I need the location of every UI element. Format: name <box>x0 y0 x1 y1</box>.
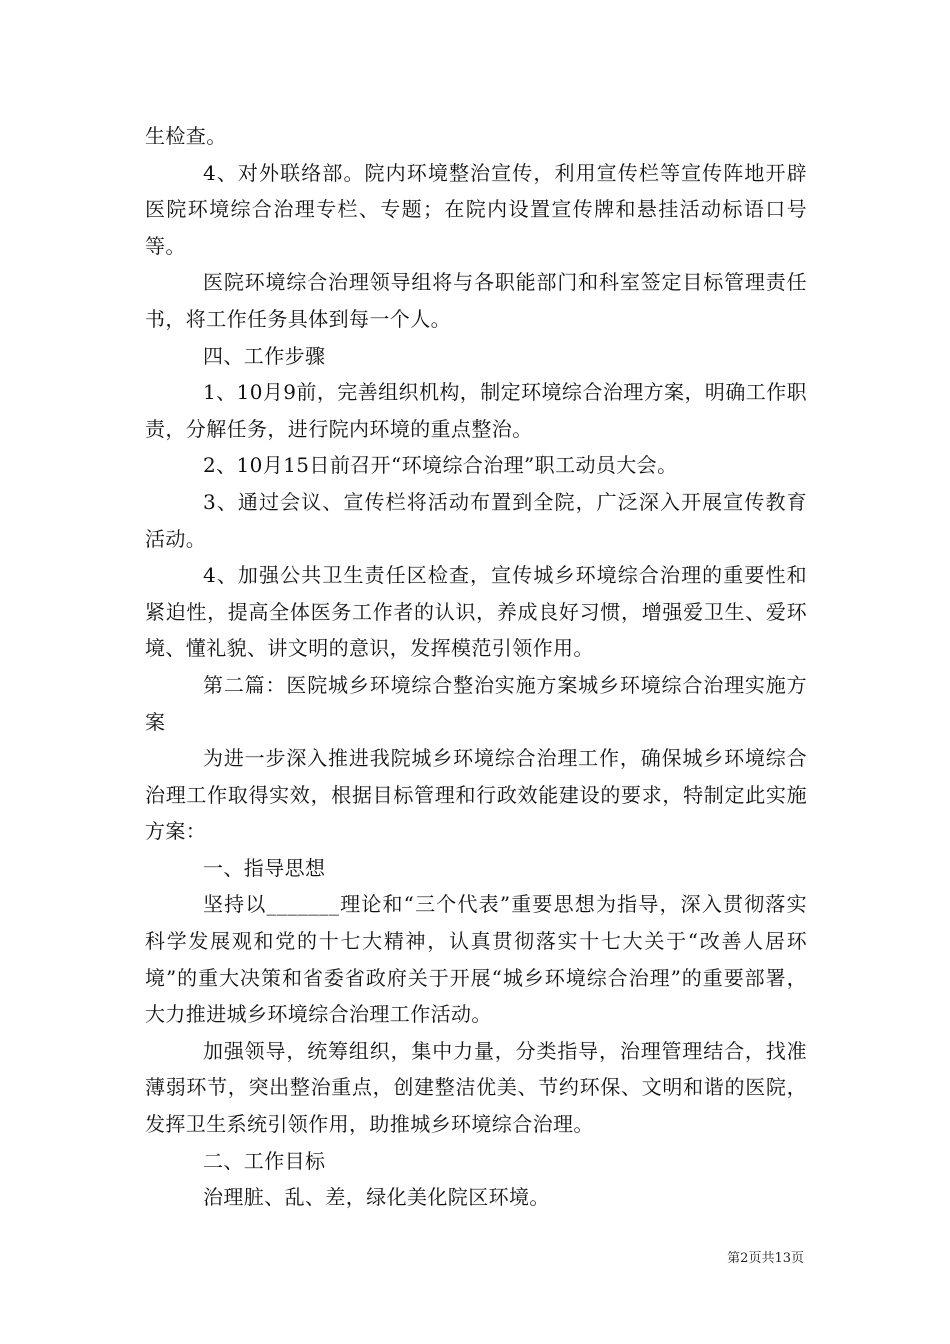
document-body <box>145 118 807 1216</box>
paragraph: 3、通过会议、宣传栏将活动布置到全院，广泛深入开展宣传教育活动。 <box>145 489 807 551</box>
paragraph: 治理脏、乱、差，绿化美化院区环境。 <box>203 1185 550 1210</box>
paragraph: 4、加强公共卫生责任区检查，宣传城乡环境综合治理的重要性和紧迫性，提高全体医务工作者的认识，养成良好习惯，增强爱卫生、爱环境、懂礼貌、讲文明的意识，发挥模范引领作用。 <box>145 563 807 661</box>
section-heading: 四、工作步骤 <box>203 343 326 368</box>
section-heading: 二、工作目标 <box>203 1148 326 1173</box>
paragraph: 1、10月9前，完善组织机构，制定环境综合治理方案，明确工作职责，分解任务，进行院内环境的重点整治。 <box>145 380 807 441</box>
paragraph: 4、对外联络部。院内环境整治宣传，利用宣传栏等宣传阵地开辟医院环境综合治理专栏、专题；在院内设置宣传牌和悬挂活动标语口号等。 <box>145 160 807 258</box>
paragraph: 加强领导，统筹组织，集中力量，分类指导，治理管理结合，找准薄弱环节，突出整治重点，创建整洁优美、节约环保、文明和谐的医院，发挥卫生系统引领作用，助推城乡环境综合治理。 <box>145 1038 807 1137</box>
paragraph: 为进一步深入推进我院城乡环境综合治理工作，确保城乡环境综合治理工作取得实效，根据目标管理和行政效能建设的要求，特制定此实施方案： <box>145 746 807 844</box>
page-number: 第2页共13页 <box>727 1251 804 1266</box>
paragraph: 医院环境综合治理领导组将与各职能部门和科室签定目标管理责任书，将工作任务具体到每一个人。 <box>145 270 807 331</box>
paragraph: 2、10月15日前召开“环境综合治理”职工动员大会。 <box>203 453 678 478</box>
chapter-title: 第二篇：医院城乡环境综合整治实施方案城乡环境综合治理实施方案 <box>145 672 807 734</box>
paragraph: 生检查。 <box>145 124 227 148</box>
section-heading: 一、指导思想 <box>203 855 326 880</box>
paragraph: 坚持以_______理论和“三个代表”重要思想为指导，深入贯彻落实科学发展观和党的十七大精神，认真贯彻落实十七大关于“改善人居环境”的重大决策和省委省政府关于开展“城乡环境综合治理”的重要部署，大力推进城乡环境综合治理工作活动。 <box>145 892 807 1027</box>
